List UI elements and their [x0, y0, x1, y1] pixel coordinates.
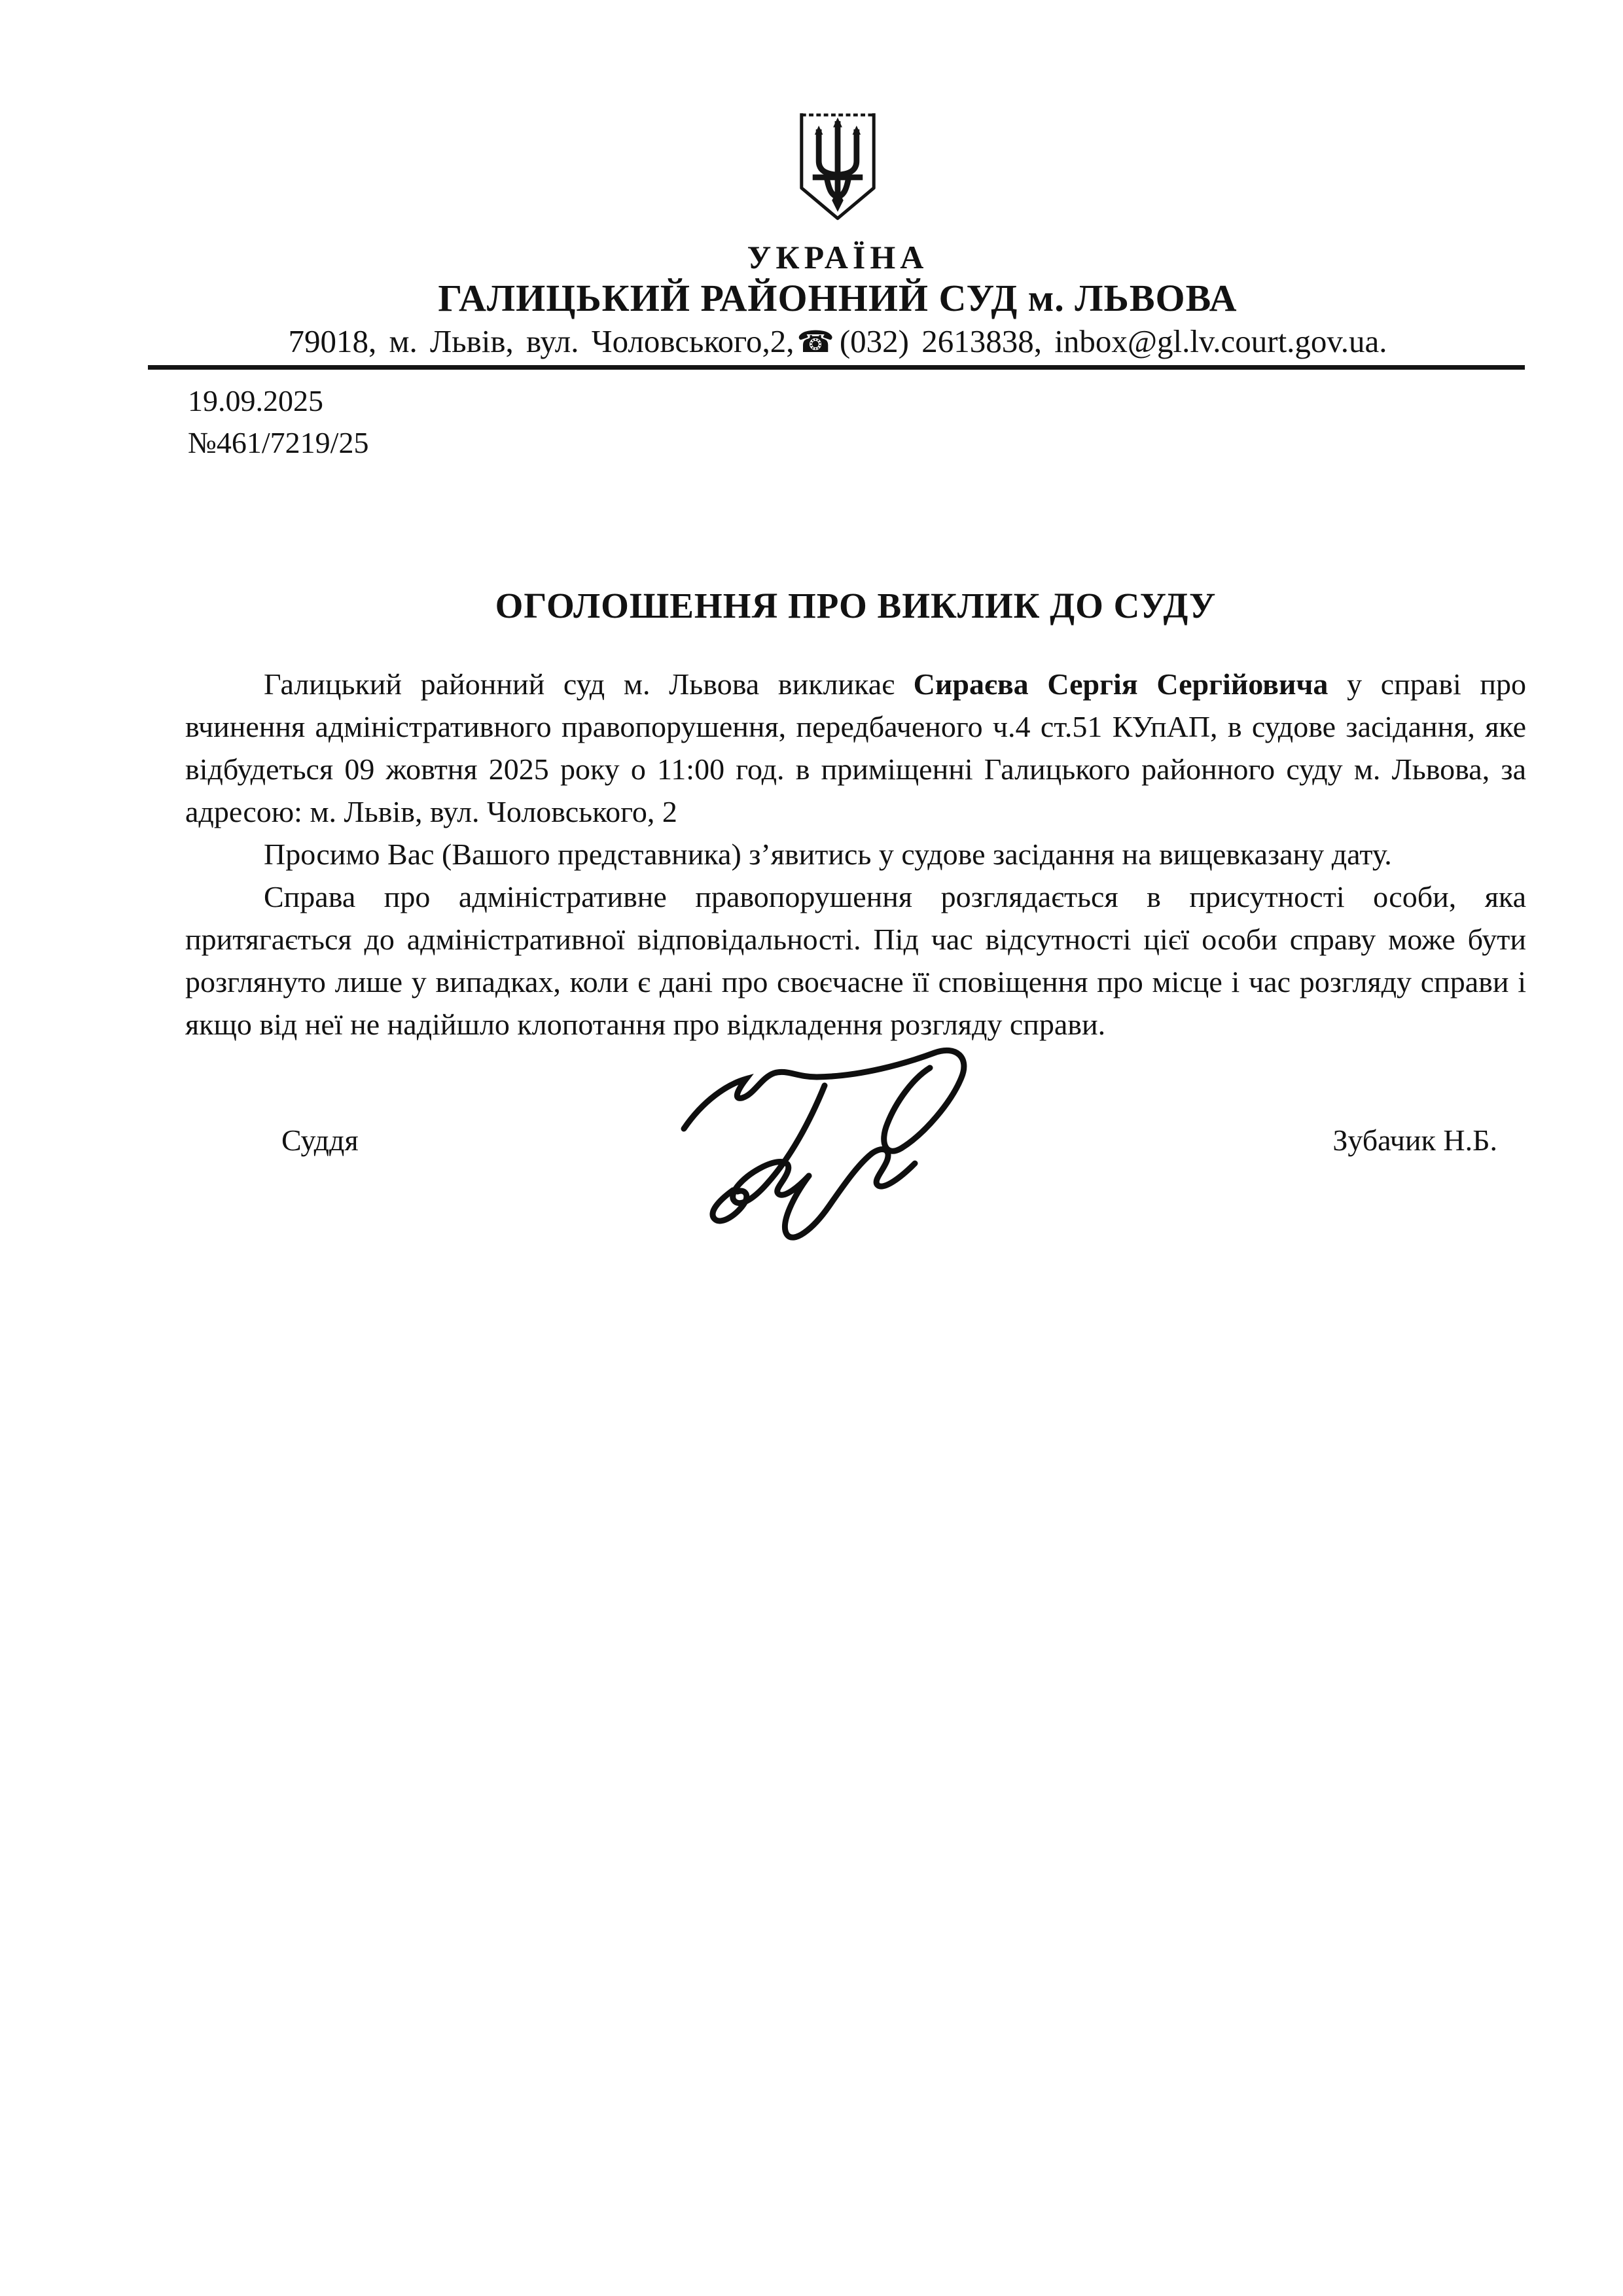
address-line [151, 323, 1525, 360]
judge-name: Зубачик Н.Б. [1332, 1123, 1497, 1157]
ukraine-trident-emblem [151, 109, 1525, 233]
header-divider [148, 365, 1525, 370]
case-number: №461/7219/25 [188, 426, 369, 459]
document-body [185, 663, 1526, 1046]
signature-block [185, 1123, 1526, 1175]
phone-icon: ☎ [796, 324, 834, 359]
phone-number: (032) 2613838, [839, 323, 1042, 359]
email-address: inbox@gl.lv.court.gov.ua. [1054, 323, 1387, 359]
summoned-person-name: Сираєва Сергія Сергійовича [913, 667, 1329, 701]
country-name: УКРАЇНА [747, 239, 929, 275]
letterhead [151, 0, 1525, 360]
reference-block [188, 380, 1525, 464]
paragraph-summons [185, 663, 1526, 833]
summons-intro: Галицький районний суд м. Львова викликає [264, 667, 895, 701]
summons-details: у справі про вчинення адміністративного правопорушення, передбаченого ч.4 ст.51 КУпАП, в судове засідання, яке відбудеться 09 жовтня 2025 року о 11:00 год. в приміщенні Галицького районного суду м. Львова, за адресою: м. Львів, вул. Чоловського, 2 [185, 667, 1527, 828]
paragraph-request: Просимо Вас (Вашого представника) з’явитись у судове засідання на вищевказану дату. [264, 838, 1392, 871]
document-date: 19.09.2025 [188, 384, 323, 417]
postal-address: 79018, м. Львів, вул. Чоловського,2, [288, 323, 794, 359]
judge-signature [668, 1036, 1008, 1258]
judge-role-label: Суддя [281, 1123, 359, 1157]
document-title: ОГОЛОШЕННЯ ПРО ВИКЛИК ДО СУДУ [495, 586, 1217, 626]
court-name: ГАЛИЦЬКИЙ РАЙОННИЙ СУД м. ЛЬВОВА [438, 277, 1238, 319]
paragraph-legal-note: Справа про адміністративне правопорушення розглядається в присутності особи, яка притягається до адміністративної відповідальності. Під час відсутності цієї особи справу може бути розглянуто лише у випадках, коли є дані про своєчасне її сповіщення про місце і час розгляду справи і якщо від неї не надійшло клопотання про відкладення розгляду справи. [185, 880, 1526, 1041]
